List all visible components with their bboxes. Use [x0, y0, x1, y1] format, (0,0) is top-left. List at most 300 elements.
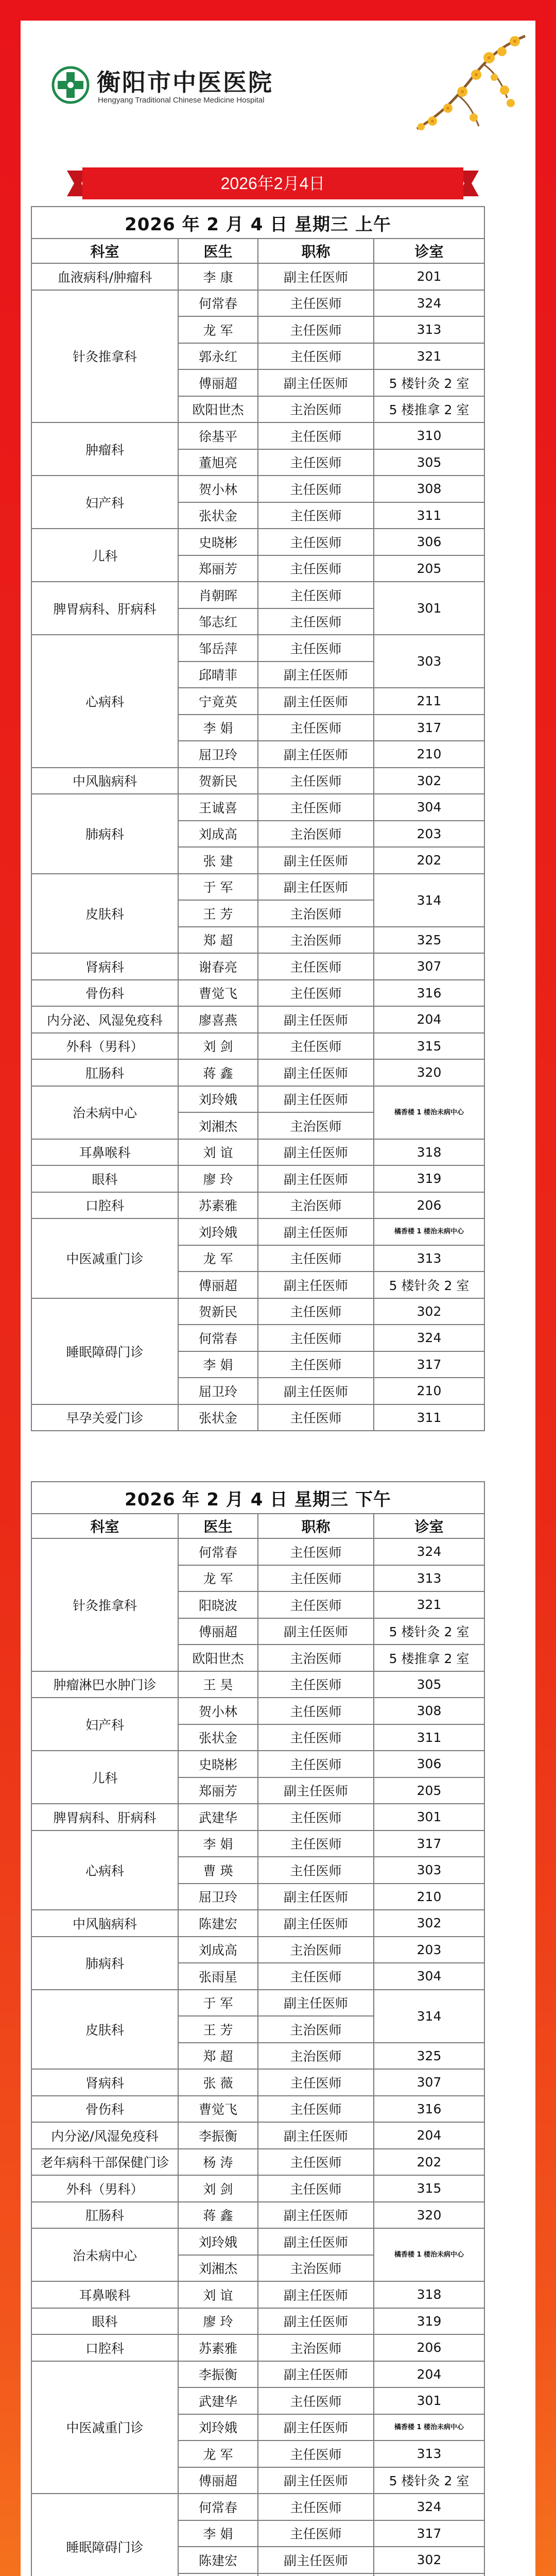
doctor-cell: 贺新民 — [178, 768, 258, 794]
doctor-cell: 龙 军 — [178, 2441, 258, 2467]
room-cell: 320 — [374, 1059, 484, 1086]
table-row — [31, 2334, 484, 2361]
room-cell: 303 — [374, 1857, 484, 1884]
doctor-cell: 傅丽超 — [178, 369, 258, 396]
doctor-cell: 武建华 — [178, 2387, 258, 2414]
room-cell: 206 — [374, 2334, 484, 2361]
table-row — [31, 2149, 484, 2176]
doctor-cell: 龙 军 — [178, 1245, 258, 1272]
title-cell: 副主任医师 — [258, 1272, 374, 1298]
title-cell: 主任医师 — [258, 2149, 374, 2176]
doctor-cell: 贺新民 — [178, 1298, 258, 1325]
dept-cell: 耳鼻喉科 — [31, 1139, 178, 1166]
header — [21, 21, 535, 149]
room-cell: 5 楼针灸 2 室 — [374, 1618, 484, 1645]
room-cell: 315 — [374, 1033, 484, 1060]
title-cell: 主任医师 — [258, 1351, 374, 1378]
doctor-cell: 欧阳世杰 — [178, 396, 258, 423]
table-row — [31, 1139, 484, 1166]
dept-cell: 内分泌/风湿免疫科 — [31, 2122, 178, 2149]
header-room: 诊室 — [374, 239, 484, 263]
dept-cell: 心病科 — [31, 635, 178, 768]
table-row — [31, 1804, 484, 1831]
table-row — [31, 1404, 484, 1431]
title-cell: 主治医师 — [258, 2016, 374, 2043]
doctor-cell: 刘玲娥 — [178, 2414, 258, 2441]
room-cell: 204 — [374, 1006, 484, 1033]
doctor-cell: 张状金 — [178, 1724, 258, 1751]
room-cell: 317 — [374, 1831, 484, 1857]
doctor-cell: 于 军 — [178, 874, 258, 901]
table-row — [31, 1910, 484, 1937]
title-cell: 主任医师 — [258, 449, 374, 476]
table-row — [31, 1086, 484, 1113]
doctor-cell: 王诚喜 — [178, 794, 258, 821]
room-cell: 205 — [374, 555, 484, 582]
doctor-cell: 屈卫玲 — [178, 1378, 258, 1404]
doctor-cell: 杨 涛 — [178, 2149, 258, 2176]
dept-cell: 肿瘤科 — [31, 422, 178, 476]
doctor-cell: 廖 玲 — [178, 2308, 258, 2335]
dept-cell: 早孕关爱门诊 — [31, 1404, 178, 1431]
room-cell: 314 — [374, 1990, 484, 2043]
header-doctor: 医生 — [178, 239, 258, 263]
dept-cell: 中风脑病科 — [31, 1910, 178, 1937]
title-cell: 主任医师 — [258, 1698, 374, 1724]
title-cell: 主任医师 — [258, 422, 374, 449]
room-cell: 313 — [374, 2441, 484, 2467]
table-row — [31, 2122, 484, 2149]
room-cell: 204 — [374, 2122, 484, 2149]
doctor-cell: 欧阳世杰 — [178, 1645, 258, 1671]
table-row — [31, 2308, 484, 2335]
title-cell: 副主任医师 — [258, 2467, 374, 2494]
title-cell: 副主任医师 — [258, 741, 374, 768]
dept-cell: 外科（男科） — [31, 1033, 178, 1060]
doctor-cell: 刘玲娥 — [178, 2228, 258, 2255]
room-cell: 319 — [374, 1165, 484, 1192]
title-cell: 副主任医师 — [258, 1086, 374, 1113]
title-cell: 主任医师 — [258, 1804, 374, 1831]
dept-cell: 骨伤科 — [31, 980, 178, 1007]
title-cell: 主任医师 — [258, 476, 374, 502]
table-row — [31, 290, 484, 317]
room-cell: 橘香楼 1 楼治未病中心 — [374, 2414, 484, 2441]
dept-cell: 肛肠科 — [31, 2202, 178, 2229]
room-cell: 204 — [374, 2361, 484, 2388]
title-cell: 副主任医师 — [258, 1884, 374, 1910]
table-row — [31, 2281, 484, 2308]
dept-cell: 肛肠科 — [31, 1059, 178, 1086]
room-cell: 301 — [374, 1804, 484, 1831]
doctor-cell: 郑 超 — [178, 927, 258, 954]
room-cell: 314 — [374, 874, 484, 927]
doctor-cell: 张雨星 — [178, 1963, 258, 1990]
header-title: 职称 — [258, 239, 374, 263]
room-cell: 202 — [374, 847, 484, 874]
doctor-cell: 李 娟 — [178, 1831, 258, 1857]
doctor-cell: 史晓彬 — [178, 529, 258, 555]
title-cell: 主任医师 — [258, 1724, 374, 1751]
table-row — [31, 2202, 484, 2229]
doctor-cell: 王 昊 — [178, 1671, 258, 1698]
doctor-cell: 陈建宏 — [178, 2547, 258, 2573]
table-row — [31, 1831, 484, 1857]
doctor-cell: 郑 超 — [178, 2043, 258, 2070]
dept-cell: 皮肤科 — [31, 1990, 178, 2070]
title-cell: 主治医师 — [258, 2255, 374, 2282]
doctor-cell: 苏素雅 — [178, 1192, 258, 1219]
room-cell: 301 — [374, 582, 484, 635]
table-row — [31, 422, 484, 449]
title-cell: 副主任医师 — [258, 2122, 374, 2149]
title-cell: 主任医师 — [258, 1245, 374, 1272]
title-cell: 副主任医师 — [258, 1378, 374, 1404]
title-cell: 主任医师 — [258, 635, 374, 662]
title-cell: 副主任医师 — [258, 1910, 374, 1937]
doctor-cell — [178, 2573, 258, 2576]
title-cell: 主任医师 — [258, 2520, 374, 2547]
dept-cell: 中医减重门诊 — [31, 2361, 178, 2494]
doctor-cell: 何常春 — [178, 2494, 258, 2520]
title-cell: 副主任医师 — [258, 2281, 374, 2308]
doctor-cell: 屈卫玲 — [178, 741, 258, 768]
dept-cell: 心病科 — [31, 1831, 178, 1910]
room-cell: 302 — [374, 2547, 484, 2573]
room-cell: 311 — [374, 1404, 484, 1431]
table-row — [31, 768, 484, 794]
room-cell: 317 — [374, 1351, 484, 1378]
room-cell: 311 — [374, 502, 484, 529]
title-cell: 副主任医师 — [258, 1990, 374, 2016]
title-cell: 副主任医师 — [258, 2308, 374, 2335]
header-dept: 科室 — [31, 1514, 178, 1538]
title-cell: 主任医师 — [258, 1298, 374, 1325]
room-cell: 5 楼针灸 2 室 — [374, 1272, 484, 1298]
doctor-cell: 郑丽芳 — [178, 1777, 258, 1804]
table-row — [31, 2069, 484, 2096]
title-cell: 主任医师 — [258, 1404, 374, 1431]
table-row — [31, 635, 484, 662]
title-cell: 副主任医师 — [258, 1618, 374, 1645]
title-cell: 副主任医师 — [258, 2547, 374, 2573]
dept-cell: 妇产科 — [31, 476, 178, 529]
title-cell: 主任医师 — [258, 1591, 374, 1618]
title-cell: 主任医师 — [258, 1325, 374, 1351]
doctor-cell: 李 娟 — [178, 715, 258, 741]
title-cell: 主治医师 — [258, 1112, 374, 1139]
table-row — [31, 1538, 484, 1565]
room-cell: 5 楼推拿 2 室 — [374, 396, 484, 423]
doctor-cell: 贺小林 — [178, 1698, 258, 1724]
table-row — [31, 529, 484, 555]
doctor-cell: 肖朝晖 — [178, 582, 258, 608]
doctor-cell: 蒋 鑫 — [178, 1059, 258, 1086]
title-cell: 副主任医师 — [258, 1777, 374, 1804]
doctor-cell: 贺小林 — [178, 476, 258, 502]
room-cell: 210 — [374, 1884, 484, 1910]
table-row — [31, 794, 484, 821]
title-cell: 主治医师 — [258, 396, 374, 423]
title-cell: 主任医师 — [258, 2096, 374, 2123]
doctor-cell: 李振衡 — [178, 2122, 258, 2149]
doctor-cell: 刘玲娥 — [178, 1086, 258, 1113]
doctor-cell: 李振衡 — [178, 2361, 258, 2388]
dept-cell: 脾胃病科、肝病科 — [31, 1804, 178, 1831]
dept-cell: 针灸推拿科 — [31, 290, 178, 423]
title-cell — [258, 2573, 374, 2576]
doctor-cell: 屈卫玲 — [178, 1884, 258, 1910]
doctor-cell: 阳晓波 — [178, 1591, 258, 1618]
title-cell: 主任医师 — [258, 715, 374, 741]
dept-cell: 老年病科干部保健门诊 — [31, 2149, 178, 2176]
table-row — [31, 2494, 484, 2520]
doctor-cell: 李 娟 — [178, 1351, 258, 1378]
doctor-cell: 陈建宏 — [178, 1910, 258, 1937]
title-cell: 主治医师 — [258, 900, 374, 927]
doctor-cell: 郭永红 — [178, 343, 258, 370]
title-cell: 副主任医师 — [258, 2361, 374, 2388]
title-cell: 主任医师 — [258, 502, 374, 529]
dept-cell: 血液病科/肿瘤科 — [31, 263, 178, 290]
table-row — [31, 1751, 484, 1777]
room-cell: 205 — [374, 1777, 484, 1804]
room-cell: 307 — [374, 953, 484, 980]
plum-blossom-decoration-icon — [396, 26, 530, 144]
doctor-cell: 曹 瑛 — [178, 1857, 258, 1884]
table-row — [31, 2175, 484, 2202]
room-cell: 316 — [374, 980, 484, 1007]
doctor-cell: 刘成高 — [178, 821, 258, 848]
doctor-cell: 邹岳萍 — [178, 635, 258, 662]
title-cell: 副主任医师 — [258, 874, 374, 901]
doctor-cell: 王 芳 — [178, 900, 258, 927]
title-cell: 主治医师 — [258, 821, 374, 848]
doctor-cell: 李 康 — [178, 263, 258, 290]
title-cell: 主任医师 — [258, 1831, 374, 1857]
title-cell: 主任医师 — [258, 2441, 374, 2467]
title-cell: 主任医师 — [258, 582, 374, 608]
doctor-cell: 刘 剑 — [178, 1033, 258, 1060]
table-row — [31, 476, 484, 502]
room-cell: 5 楼针灸 2 室 — [374, 369, 484, 396]
room-cell: 203 — [374, 821, 484, 848]
table-row — [31, 2096, 484, 2123]
doctor-cell: 刘成高 — [178, 1937, 258, 1963]
dept-cell: 针灸推拿科 — [31, 1538, 178, 1671]
room-cell: 315 — [374, 2175, 484, 2202]
dept-cell: 中医减重门诊 — [31, 1218, 178, 1298]
morning-title: 2026 年 2 月 4 日 星期三 上午 — [31, 207, 484, 239]
dept-cell: 眼科 — [31, 2308, 178, 2335]
afternoon-title: 2026 年 2 月 4 日 星期三 下午 — [31, 1482, 484, 1514]
room-cell: 306 — [374, 1751, 484, 1777]
table-row — [31, 1990, 484, 2016]
room-cell: 313 — [374, 1565, 484, 1592]
doctor-cell: 曹觉飞 — [178, 2096, 258, 2123]
dept-cell: 口腔科 — [31, 1192, 178, 1219]
title-cell: 主任医师 — [258, 343, 374, 370]
title-cell: 副主任医师 — [258, 2202, 374, 2229]
room-cell: 203 — [374, 1937, 484, 1963]
doctor-cell: 傅丽超 — [178, 1618, 258, 1645]
doctor-cell: 刘 谊 — [178, 2281, 258, 2308]
title-cell: 副主任医师 — [258, 263, 374, 290]
doctor-cell: 傅丽超 — [178, 1272, 258, 1298]
room-cell: 325 — [374, 927, 484, 954]
doctor-cell: 傅丽超 — [178, 2467, 258, 2494]
date-ribbon — [67, 167, 479, 199]
table-row — [31, 874, 484, 901]
room-cell: 302 — [374, 1298, 484, 1325]
title-cell: 副主任医师 — [258, 688, 374, 715]
doctor-cell: 刘 剑 — [178, 2175, 258, 2202]
doctor-cell: 龙 军 — [178, 316, 258, 343]
doctor-cell: 王 芳 — [178, 2016, 258, 2043]
table-row — [31, 263, 484, 290]
doctor-cell: 邹志红 — [178, 608, 258, 635]
doctor-cell: 刘湘杰 — [178, 1112, 258, 1139]
doctor-cell: 张状金 — [178, 502, 258, 529]
doctor-cell: 张 薇 — [178, 2069, 258, 2096]
dept-cell: 儿科 — [31, 529, 178, 582]
dept-cell: 治未病中心 — [31, 2228, 178, 2281]
table-row — [31, 2361, 484, 2388]
doctor-cell: 刘 谊 — [178, 1139, 258, 1166]
room-cell: 311 — [374, 1724, 484, 1751]
dept-cell: 肿瘤淋巴水肿门诊 — [31, 1671, 178, 1698]
title-cell: 主治医师 — [258, 927, 374, 954]
room-cell: 318 — [374, 2281, 484, 2308]
title-cell: 主治医师 — [258, 1645, 374, 1671]
room-cell: 308 — [374, 476, 484, 502]
dept-cell: 肺病科 — [31, 794, 178, 874]
room-cell: 304 — [374, 794, 484, 821]
doctor-cell: 刘湘杰 — [178, 2255, 258, 2282]
header-title: 职称 — [258, 1514, 374, 1538]
dept-cell: 脾胃病科、肝病科 — [31, 582, 178, 635]
room-cell: 302 — [374, 768, 484, 794]
table-row — [31, 1059, 484, 1086]
title-cell: 主治医师 — [258, 1192, 374, 1219]
dept-cell: 治未病中心 — [31, 1086, 178, 1139]
doctor-cell: 何常春 — [178, 1538, 258, 1565]
dept-cell: 眼科 — [31, 1165, 178, 1192]
dept-cell: 口腔科 — [31, 2334, 178, 2361]
title-cell: 副主任医师 — [258, 847, 374, 874]
room-cell: 201 — [374, 263, 484, 290]
table-row — [31, 1218, 484, 1245]
title-cell: 主任医师 — [258, 768, 374, 794]
doctor-cell: 于 军 — [178, 1990, 258, 2016]
dept-cell: 睡眠障碍门诊 — [31, 1298, 178, 1404]
room-cell: 303 — [374, 635, 484, 688]
doctor-cell: 蒋 鑫 — [178, 2202, 258, 2229]
room-cell: 305 — [374, 449, 484, 476]
room-cell: 307 — [374, 2069, 484, 2096]
room-cell: 橘香楼 1 楼治未病中心 — [374, 1086, 484, 1139]
table-row — [31, 1298, 484, 1325]
title-cell: 主任医师 — [258, 290, 374, 317]
room-cell: 321 — [374, 1591, 484, 1618]
title-cell: 主任医师 — [258, 608, 374, 635]
room-cell: 305 — [374, 1671, 484, 1698]
date-banner-text: 2026年2月4日 — [220, 174, 325, 193]
title-cell: 主任医师 — [258, 1033, 374, 1060]
dept-cell: 肾病科 — [31, 2069, 178, 2096]
title-cell: 副主任医师 — [258, 1006, 374, 1033]
room-cell: 320 — [374, 2202, 484, 2229]
table-row — [31, 1698, 484, 1724]
doctor-cell: 张 建 — [178, 847, 258, 874]
doctor-cell: 邱晴菲 — [178, 662, 258, 688]
title-cell: 主任医师 — [258, 953, 374, 980]
title-cell: 副主任医师 — [258, 1165, 374, 1192]
doctor-cell: 曹觉飞 — [178, 980, 258, 1007]
room-cell: 324 — [374, 1325, 484, 1351]
table-row — [31, 1165, 484, 1192]
dept-cell: 耳鼻喉科 — [31, 2281, 178, 2308]
title-cell: 主任医师 — [258, 980, 374, 1007]
header-room: 诊室 — [374, 1514, 484, 1538]
title-cell: 主治医师 — [258, 2334, 374, 2361]
room-cell: 313 — [374, 316, 484, 343]
title-cell: 副主任医师 — [258, 1218, 374, 1245]
hospital-name-en: Hengyang Traditional Chinese Medicine Hospital — [98, 96, 265, 105]
title-cell: 副主任医师 — [258, 1059, 374, 1086]
dept-cell: 儿科 — [31, 1751, 178, 1804]
room-cell: 317 — [374, 2520, 484, 2547]
title-cell: 主治医师 — [258, 1937, 374, 1963]
table-row — [31, 1192, 484, 1219]
dept-cell: 骨伤科 — [31, 2096, 178, 2123]
header-doctor: 医生 — [178, 1514, 258, 1538]
doctor-cell: 刘玲娥 — [178, 1218, 258, 1245]
title-cell: 主任医师 — [258, 1963, 374, 1990]
doctor-cell: 何常春 — [178, 1325, 258, 1351]
title-cell: 副主任医师 — [258, 2414, 374, 2441]
doctor-cell: 何常春 — [178, 290, 258, 317]
room-cell: 316 — [374, 2096, 484, 2123]
doctor-cell: 张状金 — [178, 1404, 258, 1431]
title-cell: 主任医师 — [258, 316, 374, 343]
room-cell: 211 — [374, 688, 484, 715]
room-cell: 304 — [374, 1963, 484, 1990]
room-cell: 321 — [374, 343, 484, 370]
dept-cell: 中风脑病科 — [31, 768, 178, 794]
title-cell: 主任医师 — [258, 1751, 374, 1777]
room-cell: 302 — [374, 1910, 484, 1937]
header-dept: 科室 — [31, 239, 178, 263]
room-cell: 324 — [374, 290, 484, 317]
table-row — [31, 582, 484, 608]
room-cell: 301 — [374, 2387, 484, 2414]
title-cell: 副主任医师 — [258, 2228, 374, 2255]
room-cell: 310 — [374, 422, 484, 449]
room-cell: 210 — [374, 741, 484, 768]
room-cell: 324 — [374, 2494, 484, 2520]
title-cell: 主任医师 — [258, 1857, 374, 1884]
morning-schedule-table — [31, 206, 485, 1431]
doctor-cell: 宁竟英 — [178, 688, 258, 715]
doctor-cell: 徐基平 — [178, 422, 258, 449]
doctor-cell: 廖喜燕 — [178, 1006, 258, 1033]
dept-cell: 内分泌、风湿免疫科 — [31, 1006, 178, 1033]
title-cell: 副主任医师 — [258, 1139, 374, 1166]
doctor-cell: 史晓彬 — [178, 1751, 258, 1777]
doctor-cell: 廖 玲 — [178, 1165, 258, 1192]
doctor-cell: 董旭亮 — [178, 449, 258, 476]
